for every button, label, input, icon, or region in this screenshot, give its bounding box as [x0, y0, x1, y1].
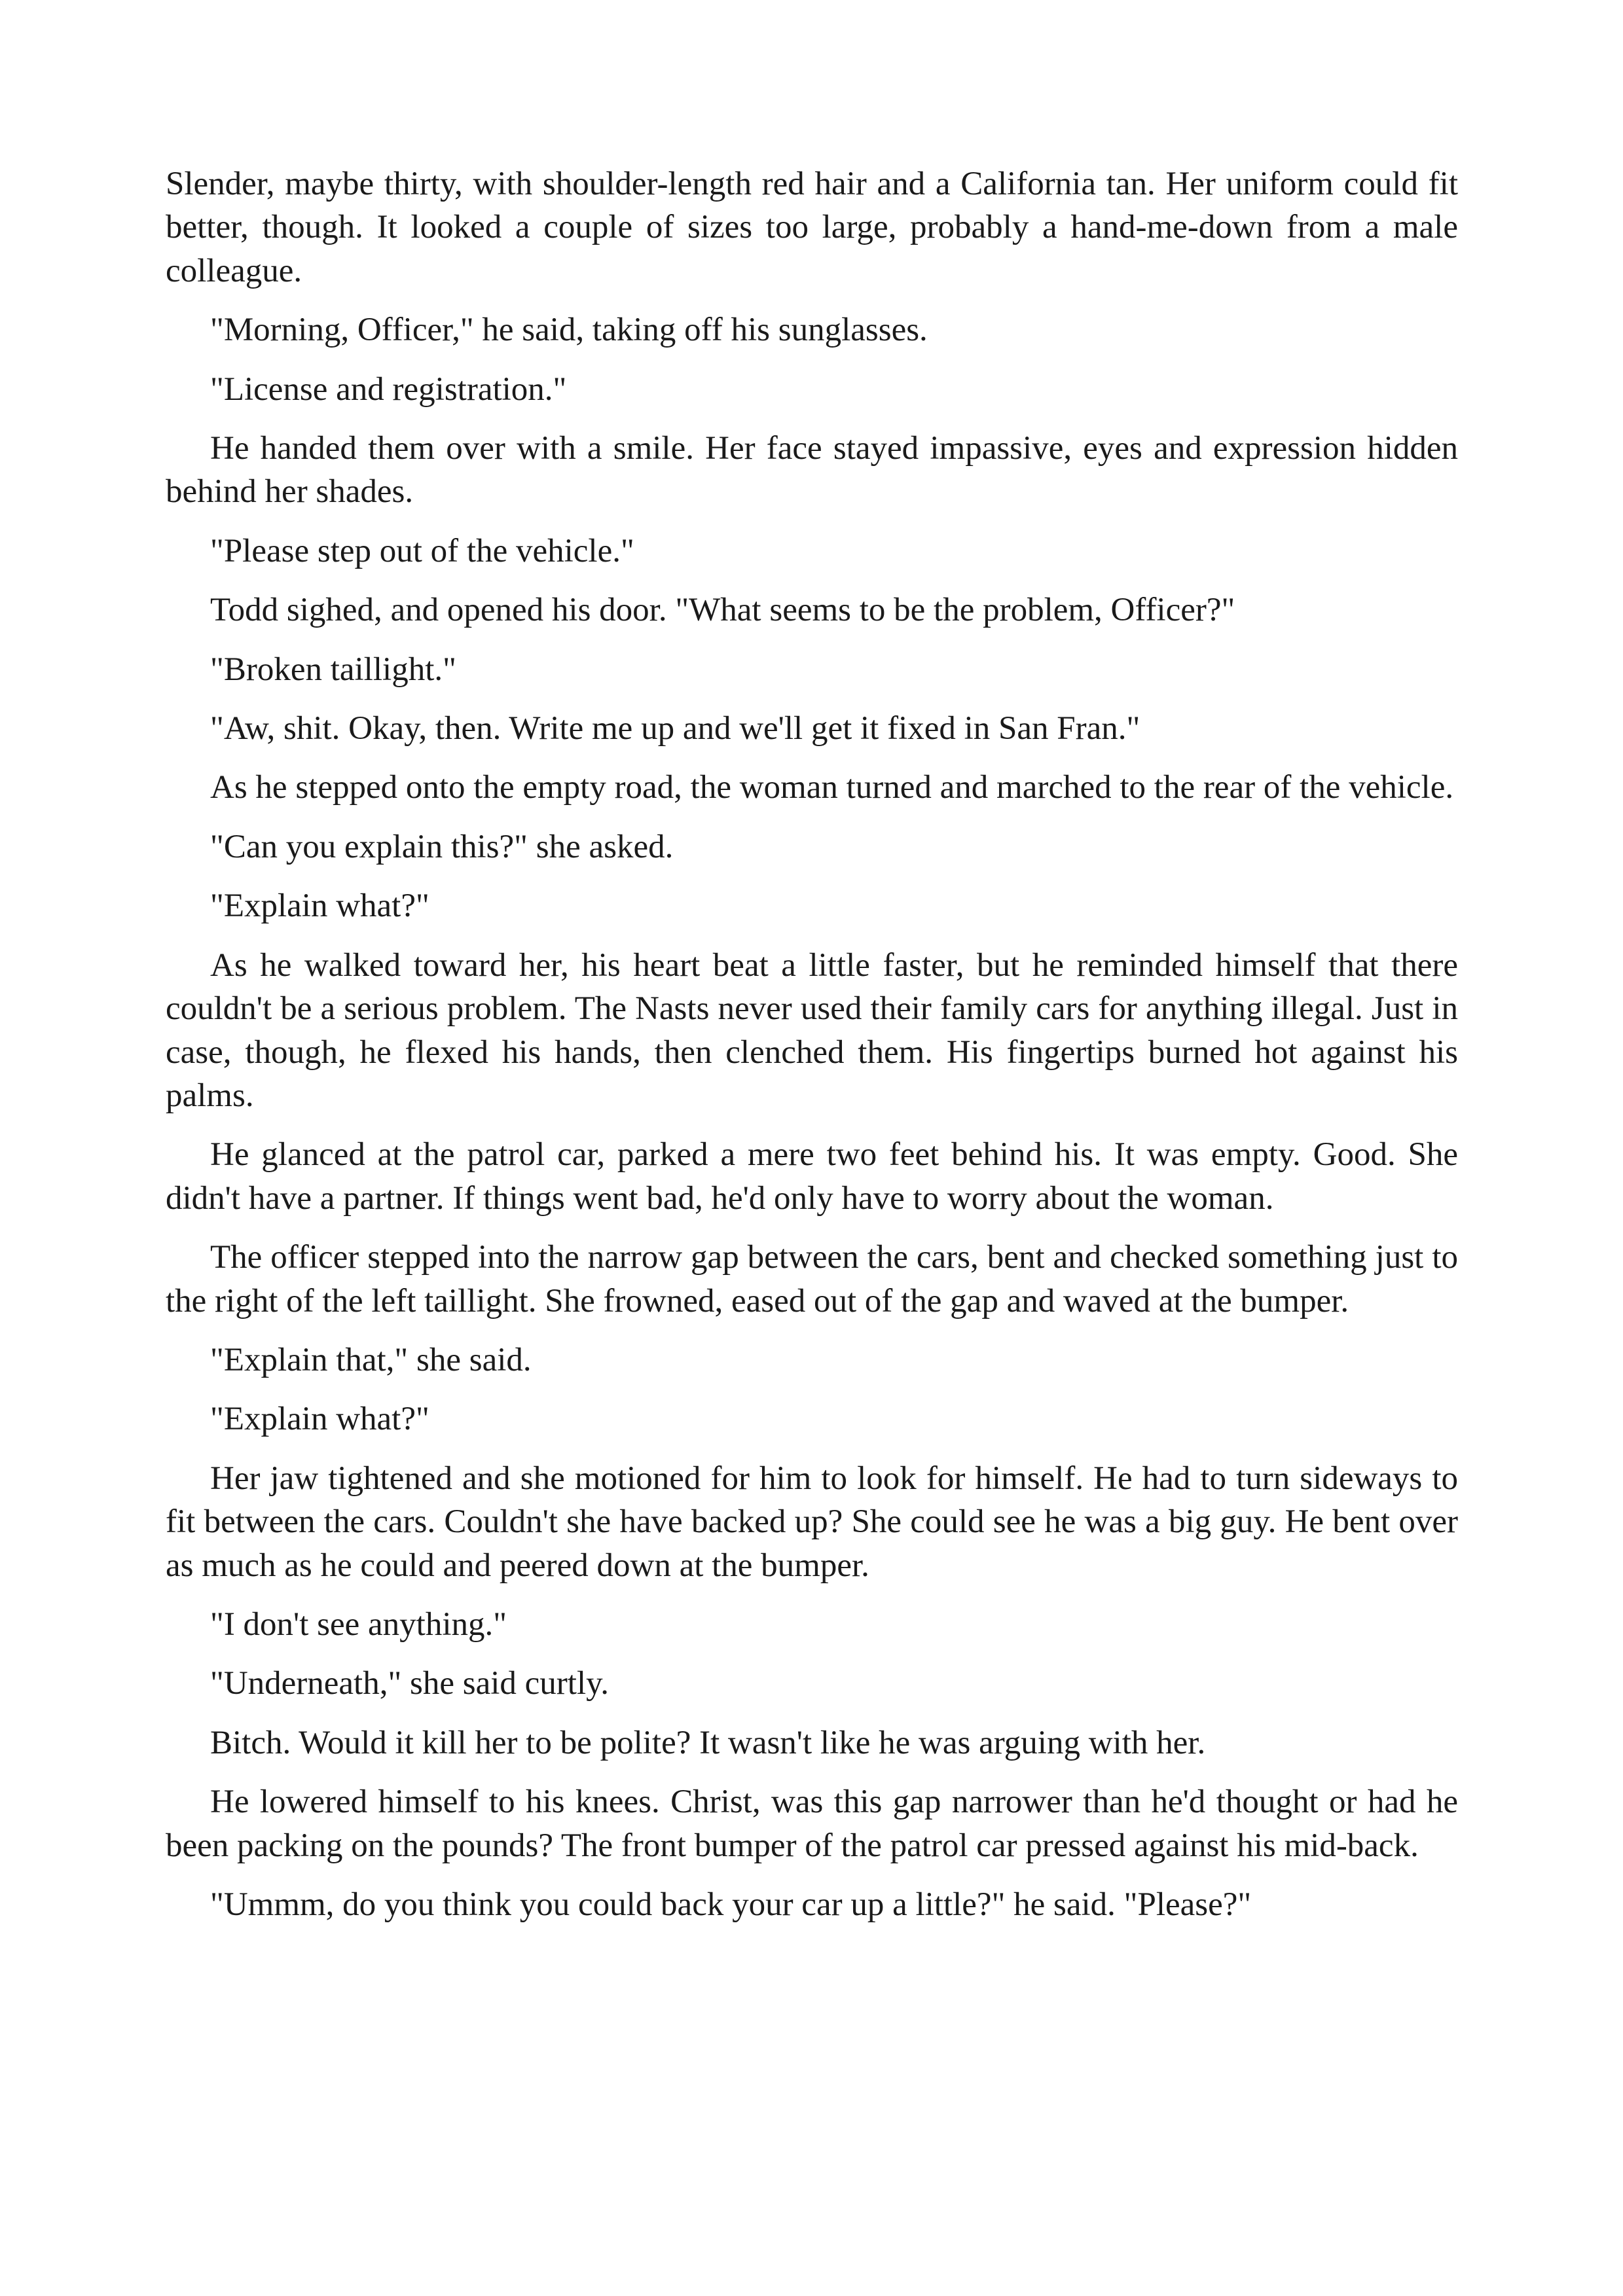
paragraph: "Underneath," she said curtly. — [210, 1665, 610, 1702]
paragraph: "Can you explain this?" she asked. — [210, 828, 674, 865]
paragraph: Her jaw tightened and she motioned for him to look for himself. He had to turn sideways to fit between the cars. Couldn't she have backed up? She could see he was a big guy. He bent over as much as he could and peered down at the bumper. — [166, 1460, 1458, 1584]
paragraph: "Morning, Officer," he said, taking off his sunglasses. — [210, 312, 928, 349]
paragraph: As he stepped onto the empty road, the woman turned and marched to the rear of the vehicle. — [210, 769, 1454, 806]
paragraph: He handed them over with a smile. Her face stayed impassive, eyes and expression hidden behind her shades. — [166, 430, 1458, 511]
paragraph: "Explain what?" — [210, 888, 429, 925]
paragraph: "Explain that," she said. — [210, 1341, 532, 1378]
paragraph: Bitch. Would it kill her to be polite? It wasn't like he was arguing with her. — [210, 1724, 1206, 1761]
paragraph: As he walked toward her, his heart beat a little faster, but he reminded himself that there couldn't be a serious problem. The Nasts never used their family cars for anything illegal. Just in case, though, he flexed his hands, then clenched them. His fingertips burned hot against his palms. — [166, 946, 1458, 1114]
page-body — [166, 162, 1458, 1942]
paragraph: "Explain what?" — [210, 1401, 429, 1438]
paragraph: He glanced at the patrol car, parked a mere two feet behind his. It was empty. Good. She didn't have a partner. If things went bad, he'd only have to worry about the woman. — [166, 1136, 1458, 1217]
paragraph: "Please step out of the vehicle." — [210, 532, 634, 569]
paragraph: Todd sighed, and opened his door. "What seems to be the problem, Officer?" — [210, 592, 1235, 629]
paragraph: He lowered himself to his knees. Christ, was this gap narrower than he'd thought or had he been packing on the pounds? The front bumper of the patrol car pressed against his mid-back. — [166, 1784, 1458, 1864]
paragraph: "Aw, shit. Okay, then. Write me up and we'll get it fixed in San Fran." — [210, 710, 1140, 747]
paragraph: "Ummm, do you think you could back your car up a little?" he said. "Please?" — [210, 1886, 1252, 1923]
paragraph: "License and registration." — [210, 370, 567, 408]
paragraph: "Broken taillight." — [210, 651, 456, 688]
paragraph: Slender, maybe thirty, with shoulder-length red hair and a California tan. Her uniform could fit better, though. It looked a couple of sizes too large, probably a hand-me-down from a male colleague. — [166, 166, 1458, 289]
paragraph: "I don't see anything." — [210, 1605, 507, 1643]
paragraph: The officer stepped into the narrow gap between the cars, bent and checked something just to the right of the left taillight. She frowned, eased out of the gap and waved at the bumper. — [166, 1239, 1458, 1319]
